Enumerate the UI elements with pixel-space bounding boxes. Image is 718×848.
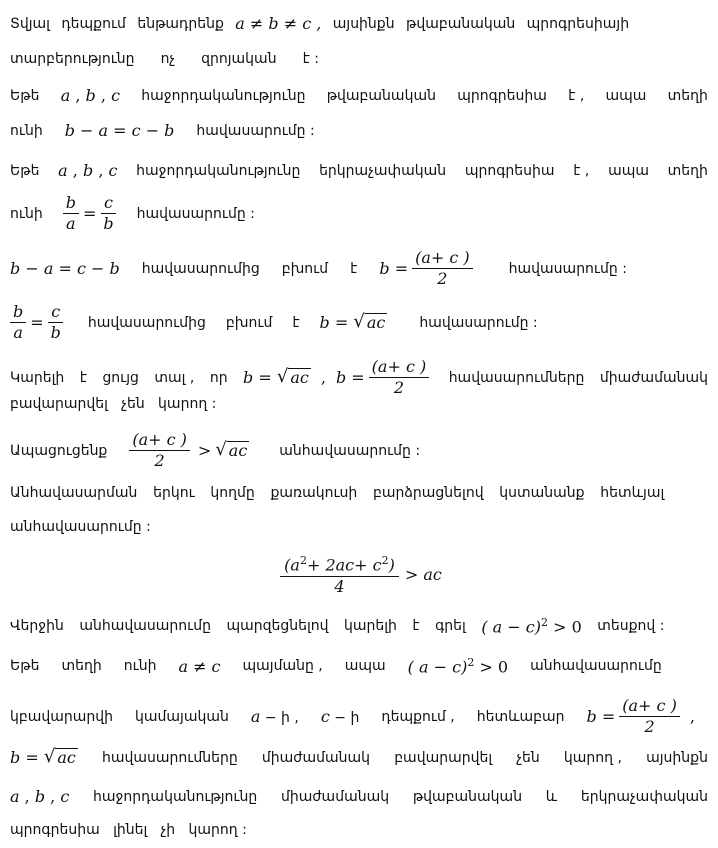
equation: b = $\frac{(a+ c )}{2}$ [379, 249, 476, 288]
word: տարբերությունը [10, 51, 135, 67]
word: թվաբանական [326, 87, 436, 104]
equation: b − a = c − b [10, 259, 120, 278]
word: կամայական [135, 708, 229, 725]
word: կողմը [210, 485, 255, 501]
word: կարող , [563, 749, 622, 766]
text-line [10, 14, 708, 33]
word: Ապացուցենք [10, 442, 108, 459]
word: անհավասարումը : [279, 442, 421, 459]
word: երկրաչափական [580, 788, 708, 805]
text-line [10, 161, 708, 180]
word: է , [573, 162, 590, 179]
word: ոչ [160, 51, 176, 67]
word: որ [209, 369, 228, 386]
word: բխում [225, 314, 273, 331]
text-line [10, 51, 708, 67]
word: պրոգրեսիայի [526, 15, 630, 32]
word: հավասարումները [448, 369, 585, 386]
word: միաժամանակ [280, 788, 390, 805]
equation: b = √ ac , b = $\frac{(a+ c )}{2}$ [243, 358, 433, 397]
word: հավասարումը : [196, 122, 315, 139]
condition: a ≠ c [178, 656, 221, 676]
equation: b − a = c − b [64, 121, 175, 140]
equation: b = $\frac{(a+ c )}{2}$ , [586, 696, 695, 736]
inequality: ( a − c)$^2$ > 0 [481, 616, 582, 637]
word: Վերջին [10, 618, 64, 635]
equation: b = √ ac [10, 746, 76, 767]
inequality: $\frac{(a+ c )}{2}$ > √ ac [125, 431, 249, 470]
word: չեն [516, 749, 540, 766]
equation: $\frac{b}{a}$ = $\frac{c}{b}$ [10, 303, 68, 342]
word: այսինքն [646, 749, 708, 766]
word: դեպքում [61, 15, 126, 32]
word: է [79, 369, 87, 386]
inequality: a ≠ b ≠ c , [235, 14, 322, 33]
term: a − ի , [250, 707, 299, 726]
word: տեղի [667, 87, 708, 104]
word: ունի [10, 122, 43, 139]
word: կստանանք [499, 485, 585, 501]
equation: b = √ ac [319, 311, 386, 332]
text-line [10, 121, 708, 140]
text-line [10, 249, 708, 288]
text-line: անհավասարումը : [10, 519, 151, 535]
word: է [412, 618, 420, 635]
word: բխում [281, 260, 329, 277]
word: պայմանը , [242, 658, 323, 675]
word: Եթե [10, 658, 40, 675]
word: հավասարումը : [419, 314, 538, 331]
word: բավարարվել [394, 749, 493, 766]
text-line [10, 616, 708, 636]
text-line [10, 431, 708, 470]
word: միաժամանակ [261, 749, 371, 766]
word: գրել [435, 618, 466, 635]
word: միաժամանակ [599, 369, 708, 386]
equation: $\frac{b}{a}$ = $\frac{c}{b}$ [59, 194, 121, 233]
word: հավասարումը : [508, 260, 627, 277]
inequality: ( a − c)$^2$ > 0 [407, 656, 509, 677]
word: զրոյական [201, 51, 277, 67]
word: ունի [10, 205, 43, 222]
word: Անհավասարման [10, 485, 138, 501]
text-line: բավարարվել չեն կարող : [10, 396, 217, 412]
word: ունի [123, 658, 157, 675]
word: է [292, 314, 300, 331]
word: է : [302, 51, 319, 67]
text-line [10, 787, 708, 806]
word: պարզեցնելով [226, 618, 329, 635]
word: հավասարումից [87, 314, 206, 331]
text-line: պրոգրեսիա լինել չի կարող : [10, 822, 247, 838]
word: հավասարումը : [136, 205, 255, 222]
text-line [10, 656, 708, 676]
text-line [10, 748, 708, 767]
word: կարելի [344, 618, 397, 635]
text-line [10, 303, 708, 342]
word: կբավարարվի [10, 708, 114, 725]
word: տեղի [61, 658, 102, 675]
word: Տվյալ [10, 15, 50, 32]
text-line [10, 358, 708, 397]
text-line [10, 485, 708, 501]
word: պրոգրեսիա [457, 87, 547, 104]
word: պրոգրեսիա [464, 162, 555, 179]
word: ենթադրենք [137, 15, 224, 32]
text-line [10, 697, 708, 736]
sequence-vars: a , b , c [10, 787, 70, 806]
word: ապա [605, 87, 647, 104]
sequence-vars: a , b , c [58, 161, 118, 180]
display-inequality: $\frac{(a^2+ 2ac+ c^2)}{4}$ > ac [0, 552, 718, 596]
text-line [10, 86, 708, 105]
term: c − ի [320, 707, 360, 726]
word: այսինքն [332, 15, 395, 32]
word: հավասարումները [101, 749, 238, 766]
word: հաջորդականությունը [141, 87, 306, 104]
word: երկրաչափական [319, 162, 447, 179]
word: հաջորդականությունը [136, 162, 301, 179]
word: Եթե [10, 162, 40, 179]
word: է [350, 260, 358, 277]
word: երկու [153, 485, 195, 501]
word: հաջորդականությունը [93, 788, 258, 805]
text-line [10, 194, 708, 233]
word: և [545, 788, 558, 805]
word: ապա [608, 162, 649, 179]
word: տեսքով : [597, 618, 665, 635]
word: տեղի [667, 162, 708, 179]
word: բարձրացնելով [373, 485, 484, 501]
word: թվաբանական [412, 788, 523, 805]
word: հետևաբար [476, 708, 565, 725]
word: դեպքում , [381, 708, 455, 725]
word: տալ , [154, 369, 195, 386]
word: է , [568, 87, 585, 104]
word: հավասարումից [141, 260, 260, 277]
word: ապա [344, 658, 386, 675]
word: հետևյալ [600, 485, 665, 501]
word: ցույց [102, 369, 139, 386]
word: Եթե [10, 87, 40, 104]
word: քառակուսի [270, 485, 358, 501]
word: անհավասարումը [530, 658, 662, 675]
word: անհավասարումը [79, 618, 211, 635]
sequence-vars: a , b , c [60, 86, 121, 105]
word: Կարելի [10, 369, 65, 386]
word: թվաբանական [406, 15, 516, 32]
